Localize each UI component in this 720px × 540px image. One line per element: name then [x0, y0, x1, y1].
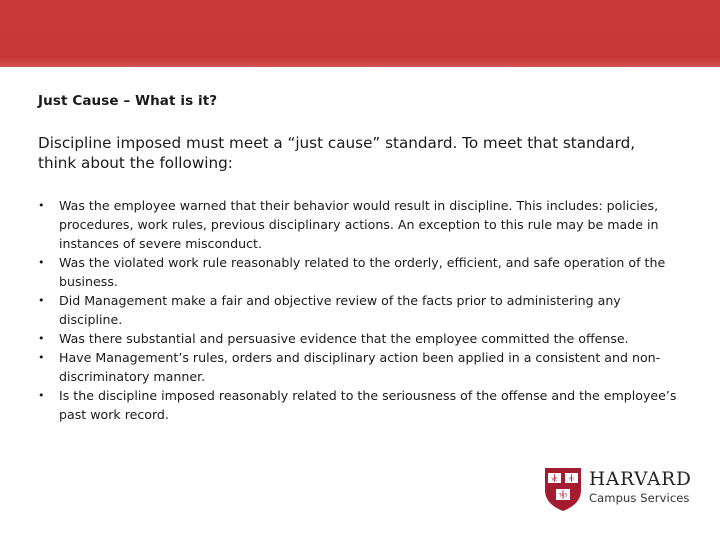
list-item: • Was the employee warned that their behavior would result in discipline. This includes: policies, procedures, work rules, previous disciplinary actions. An exception to this rule may be made in instances of severe misconduct.: [38, 196, 686, 253]
list-item: • Was the violated work rule reasonably related to the orderly, efficient, and safe operation of the business.: [38, 253, 686, 291]
list-item: • Was there substantial and persuasive evidence that the employee committed the offense.: [38, 329, 686, 348]
harvard-logo: [543, 466, 693, 512]
criteria-list: [38, 196, 686, 424]
slide-title: Just Cause – What is it?: [38, 93, 218, 109]
svg-text:TAS: TAS: [558, 493, 568, 499]
logo-wordmark: HARVARD: [589, 469, 692, 490]
header-band: [0, 0, 720, 67]
list-item: • Have Management’s rules, orders and disciplinary action been applied in a consistent and non-discriminatory manner.: [38, 348, 686, 386]
list-item: • Did Management make a fair and objective review of the facts prior to administering any discipline.: [38, 291, 686, 329]
svg-text:RI: RI: [569, 477, 574, 483]
list-item: • Is the discipline imposed reasonably related to the seriousness of the offense and the employee’s past work record.: [38, 386, 686, 424]
logo-subtitle: Campus Services: [589, 491, 690, 505]
harvard-shield-icon: [543, 466, 583, 512]
svg-text:VE: VE: [551, 477, 558, 483]
intro-paragraph: Discipline imposed must meet a “just cause” standard. To meet that standard, think about the following:: [38, 134, 636, 172]
